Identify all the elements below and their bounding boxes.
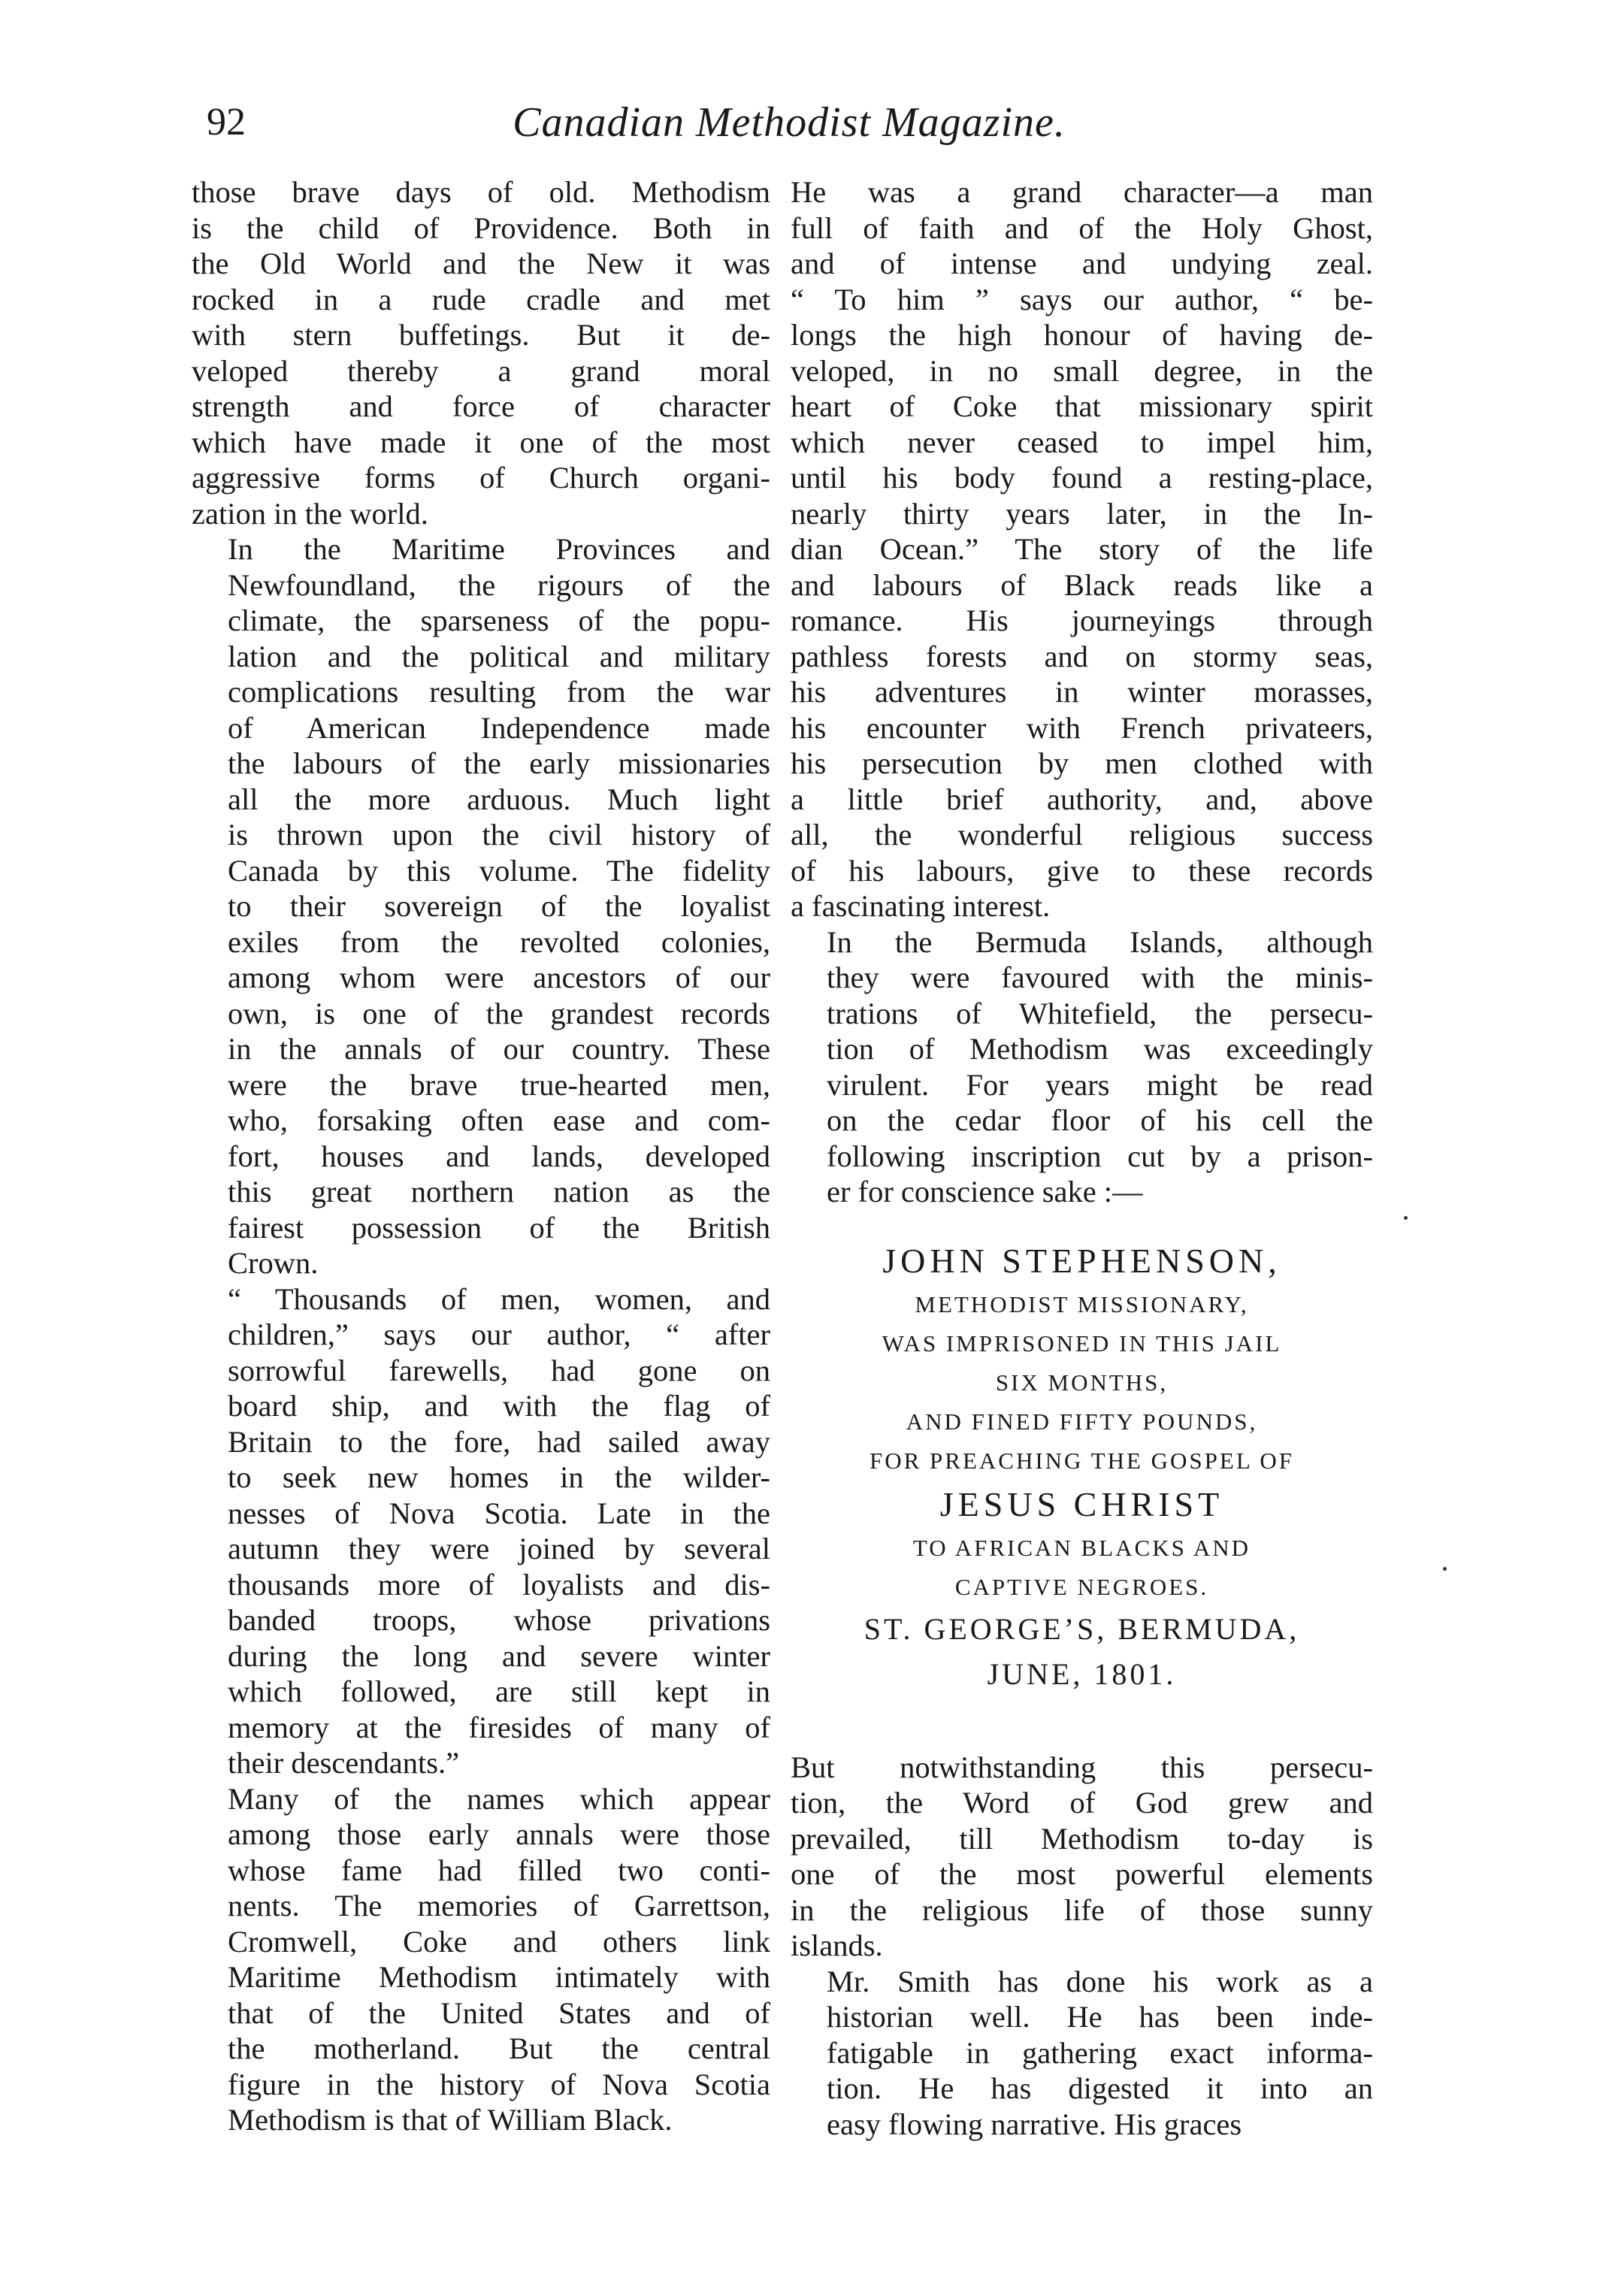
- text-line: and labours of Black reads like a: [791, 567, 1373, 602]
- text-line: which never ceased to impel him,: [791, 425, 1373, 459]
- text-line: this great northern nation as the: [228, 1175, 770, 1209]
- text-line: one of the most powerful elements: [791, 1857, 1373, 1891]
- paragraph: [791, 1964, 1373, 2143]
- text-line: sorrowful farewells, had gone on: [228, 1353, 770, 1387]
- page-number: 92: [207, 101, 246, 144]
- text-line: lation and the political and military: [228, 639, 770, 673]
- text-line: following inscription cut by a prison-: [827, 1139, 1373, 1173]
- inscription-line: ST. GEORGE’S, BERMUDA,: [864, 1611, 1300, 1646]
- text-line: nesses of Nova Scotia. Late in the: [228, 1496, 770, 1530]
- text-line: Crown.: [228, 1246, 319, 1280]
- text-line: Methodism is that of William Black.: [228, 2103, 673, 2137]
- text-line: thousands more of loyalists and dis-: [228, 1567, 770, 1602]
- print-speck: [1404, 1216, 1408, 1220]
- paragraph: [791, 174, 1373, 924]
- text-line: which have made it one of the most: [192, 425, 770, 459]
- print-speck: [1443, 1567, 1447, 1571]
- text-line: of his labours, give to these records: [791, 853, 1373, 888]
- text-line: virulent. For years might be read: [827, 1067, 1373, 1102]
- text-line: romance. His journeyings through: [791, 603, 1373, 637]
- text-line: the motherland. But the central: [228, 2031, 770, 2065]
- text-line: to seek new homes in the wilder-: [228, 1460, 770, 1494]
- text-line: aggressive forms of Church organi-: [192, 461, 770, 495]
- right-column-after-inscription: [791, 1750, 1373, 2143]
- text-line: during the long and severe winter: [228, 1638, 770, 1673]
- paragraph: [192, 531, 770, 1281]
- text-line: In the Bermuda Islands, although: [827, 924, 1373, 959]
- inscription-line: JESUS CHRIST: [939, 1484, 1224, 1523]
- text-line: in the religious life of those sunny: [791, 1892, 1373, 1927]
- text-line: zation in the world.: [192, 496, 428, 531]
- text-line: whose fame had filled two conti-: [228, 1853, 770, 1887]
- text-line: Mr. Smith has done his work as a: [827, 1964, 1373, 1998]
- inscription-line: SIX MONTHS,: [995, 1369, 1169, 1396]
- text-line: own, is one of the grandest records: [228, 996, 770, 1030]
- text-line: all, the wonderful religious success: [791, 818, 1373, 852]
- text-line: that of the United States and of: [228, 1995, 770, 2030]
- text-line: all the more arduous. Much light: [228, 782, 770, 816]
- text-line: on the cedar floor of his cell the: [827, 1103, 1373, 1137]
- text-line: full of faith and of the Holy Ghost,: [791, 210, 1373, 245]
- text-line: He was a grand character—a man: [791, 175, 1373, 209]
- text-line: heart of Coke that missionary spirit: [791, 389, 1373, 423]
- text-line: autumn they were joined by several: [228, 1532, 770, 1565]
- inscription-line: TO AFRICAN BLACKS AND: [912, 1534, 1251, 1561]
- text-line: islands.: [791, 1928, 883, 1962]
- text-line: Cromwell, Coke and others link: [228, 1924, 770, 1959]
- inscription-line: CAPTIVE NEGROES.: [954, 1573, 1209, 1600]
- text-line: fatigable in gathering exact informa-: [827, 2035, 1373, 2070]
- inscription-line: FOR PREACHING THE GOSPEL OF: [869, 1447, 1294, 1474]
- text-line: Many of the names which appear: [228, 1781, 770, 1816]
- text-line: among those early annals were those: [228, 1817, 770, 1851]
- inscription-line: JUNE, 1801.: [987, 1656, 1177, 1691]
- text-line: among whom were ancestors of our: [228, 960, 770, 994]
- page-header: [0, 89, 1603, 156]
- left-column: [192, 174, 770, 2138]
- text-line: which followed, are still kept in: [228, 1674, 770, 1708]
- text-line: figure in the history of Nova Scotia: [228, 2067, 770, 2101]
- right-column: [791, 174, 1373, 2142]
- text-line: nearly thirty years later, in the In-: [791, 496, 1373, 531]
- text-line: Maritime Methodism intimately with: [228, 1960, 770, 1994]
- text-line: banded troops, whose privations: [228, 1603, 770, 1637]
- inscription-line: WAS IMPRISONED IN THIS JAIL: [882, 1330, 1282, 1357]
- text-line: in the annals of our country. These: [228, 1032, 770, 1066]
- text-line: In the Maritime Provinces and: [228, 532, 770, 566]
- text-line: historian well. He has been inde-: [827, 2000, 1373, 2034]
- text-line: fort, houses and lands, developed: [228, 1139, 770, 1173]
- text-line: trations of Whitefield, the persecu-: [827, 996, 1373, 1030]
- text-line: the labours of the early missionaries: [228, 746, 770, 780]
- text-line: veloped, in no small degree, in the: [791, 353, 1373, 388]
- text-line: tion, the Word of God grew and: [791, 1786, 1373, 1820]
- text-line: Britain to the fore, had sailed away: [228, 1424, 770, 1459]
- text-line: complications resulting from the war: [228, 675, 770, 709]
- text-line: until his body found a resting-place,: [791, 461, 1373, 495]
- text-line: Canada by this volume. The fidelity: [228, 853, 770, 888]
- text-line: a fascinating interest.: [791, 889, 1051, 923]
- text-line: they were favoured with the minis-: [827, 960, 1373, 994]
- paragraph: [192, 1281, 770, 1781]
- text-line: and of intense and undying zeal.: [791, 247, 1373, 280]
- text-line: his persecution by men clothed with: [791, 746, 1373, 780]
- text-line: who, forsaking often ease and com-: [228, 1103, 770, 1137]
- text-line: those brave days of old. Methodism: [192, 175, 770, 209]
- text-line: “ Thousands of men, women, and: [228, 1281, 770, 1316]
- inscription-line: JOHN STEPHENSON,: [882, 1241, 1281, 1280]
- text-line: dian Ocean.” The story of the life: [791, 532, 1373, 566]
- running-title: Canadian Methodist Magazine.: [513, 99, 1066, 146]
- text-line: the Old World and the New it was: [192, 247, 770, 280]
- text-line: pathless forests and on stormy seas,: [791, 639, 1373, 673]
- text-line: “ To him ” says our author, “ be-: [791, 282, 1373, 316]
- paragraph: [192, 174, 770, 531]
- paragraph: [192, 1781, 770, 2138]
- text-line: easy flowing narrative. His graces: [827, 2107, 1242, 2141]
- text-line: er for conscience sake :—: [827, 1175, 1143, 1209]
- text-line: climate, the sparseness of the popu-: [228, 603, 770, 637]
- text-line: were the brave true-hearted men,: [228, 1067, 770, 1102]
- text-line: veloped thereby a grand moral: [192, 353, 770, 388]
- inscription-line: METHODIST MISSIONARY,: [915, 1290, 1249, 1317]
- text-line: prevailed, till Methodism to-day is: [791, 1821, 1373, 1856]
- text-line: fairest possession of the British: [228, 1210, 770, 1245]
- text-line: is the child of Providence. Both in: [192, 210, 770, 245]
- text-line: strength and force of character: [192, 389, 770, 423]
- text-line: his encounter with French privateers,: [791, 710, 1373, 745]
- inscription-line: AND FINED FIFTY POUNDS,: [906, 1408, 1258, 1435]
- text-line: with stern buffetings. But it de-: [192, 318, 770, 352]
- text-line: to their sovereign of the loyalist: [228, 889, 770, 923]
- text-line: nents. The memories of Garrettson,: [228, 1889, 770, 1922]
- text-line: memory at the firesides of many of: [228, 1710, 770, 1744]
- jail-inscription: [791, 1237, 1373, 1697]
- text-line: longs the high honour of having de-: [791, 318, 1373, 352]
- text-line: rocked in a rude cradle and met: [192, 282, 770, 316]
- paragraph: [791, 1750, 1373, 1964]
- text-line: a little brief authority, and, above: [791, 782, 1373, 816]
- right-column-before-inscription: [791, 174, 1373, 1210]
- text-line: tion of Methodism was exceedingly: [827, 1032, 1373, 1066]
- text-line: children,” says our author, “ after: [228, 1317, 770, 1351]
- text-line: his adventures in winter morasses,: [791, 675, 1373, 709]
- text-line: is thrown upon the civil history of: [228, 818, 770, 852]
- text-line: exiles from the revolted colonies,: [228, 924, 770, 959]
- text-line: their descendants.”: [228, 1746, 460, 1780]
- text-line: tion. He has digested it into an: [827, 2071, 1373, 2105]
- text-line: board ship, and with the flag of: [228, 1389, 770, 1423]
- text-line: But notwithstanding this persecu-: [791, 1750, 1373, 1784]
- text-line: of American Independence made: [228, 710, 770, 745]
- paragraph: [791, 924, 1373, 1210]
- text-line: Newfoundland, the rigours of the: [228, 567, 770, 602]
